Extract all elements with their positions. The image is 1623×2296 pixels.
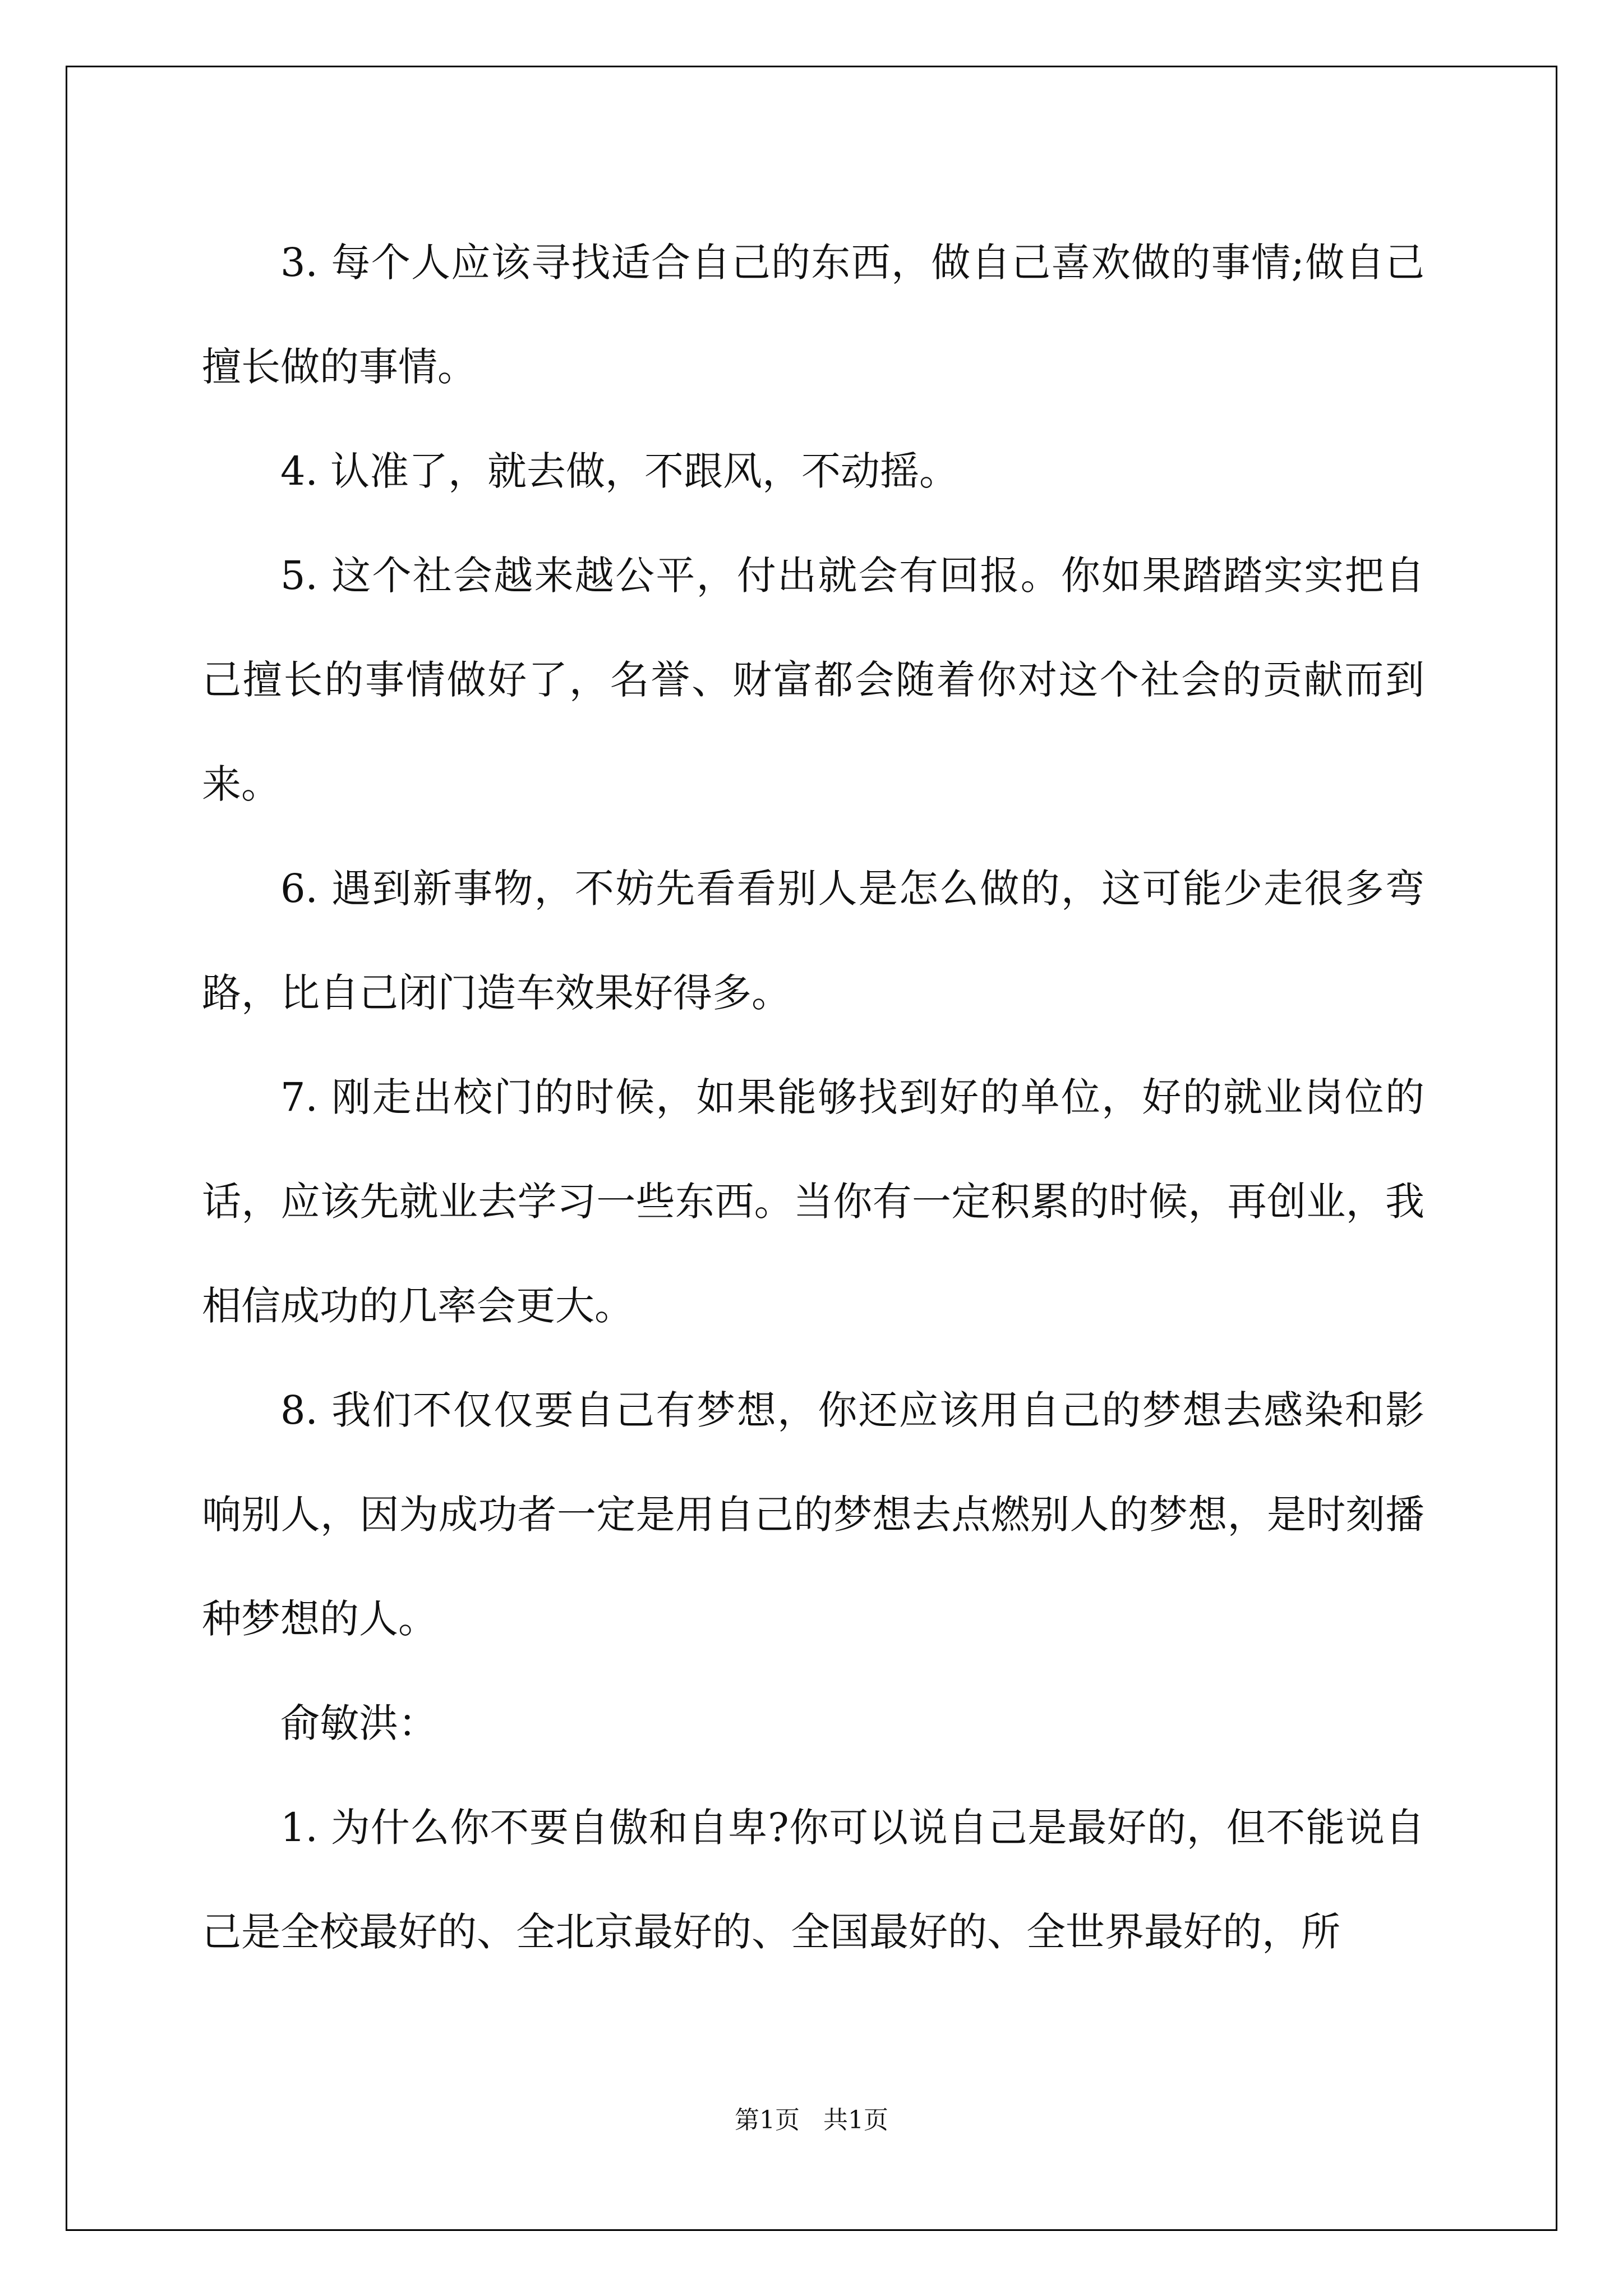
paragraph-7: 7. 刚走出校门的时候，如果能够找到好的单位，好的就业岗位的话，应该先就业去学习一些东西。当你有一定积累的时候，再创业，我相信成功的几率会更大。 <box>202 1074 1424 1329</box>
paragraph-4: 4. 认准了，就去做，不跟风，不动摇。 <box>280 448 959 494</box>
paragraph-6: 6. 遇到新事物，不妨先看看别人是怎么做的，这可能少走很多弯路，比自己闭门造车效果好得多。 <box>202 866 1424 1016</box>
paragraph-3: 3. 每个人应该寻找适合自己的东西，做自己喜欢做的事情;做自己擅长做的事情。 <box>202 240 1424 390</box>
section-heading-author: 俞敏洪： <box>280 1700 437 1746</box>
paragraph-8: 8. 我们不仅仅要自己有梦想，你还应该用自己的梦想去感染和影响别人，因为成功者一定是用自己的梦想去点燃别人的梦想，是时刻播种梦想的人。 <box>202 1387 1424 1642</box>
paragraph-1: 1. 为什么你不要自傲和自卑?你可以说自己是最好的，但不能说自己是全校最好的、全北京最好的、全国最好的、全世界最好的，所 <box>202 1805 1424 1955</box>
document-body <box>202 210 1424 1984</box>
page-footer: 第1页 共1页 <box>735 2106 888 2134</box>
paragraph-5: 5. 这个社会越来越公平，付出就会有回报。你如果踏踏实实把自己擅长的事情做好了，名誉、财富都会随着你对这个社会的贡献而到来。 <box>202 553 1424 807</box>
